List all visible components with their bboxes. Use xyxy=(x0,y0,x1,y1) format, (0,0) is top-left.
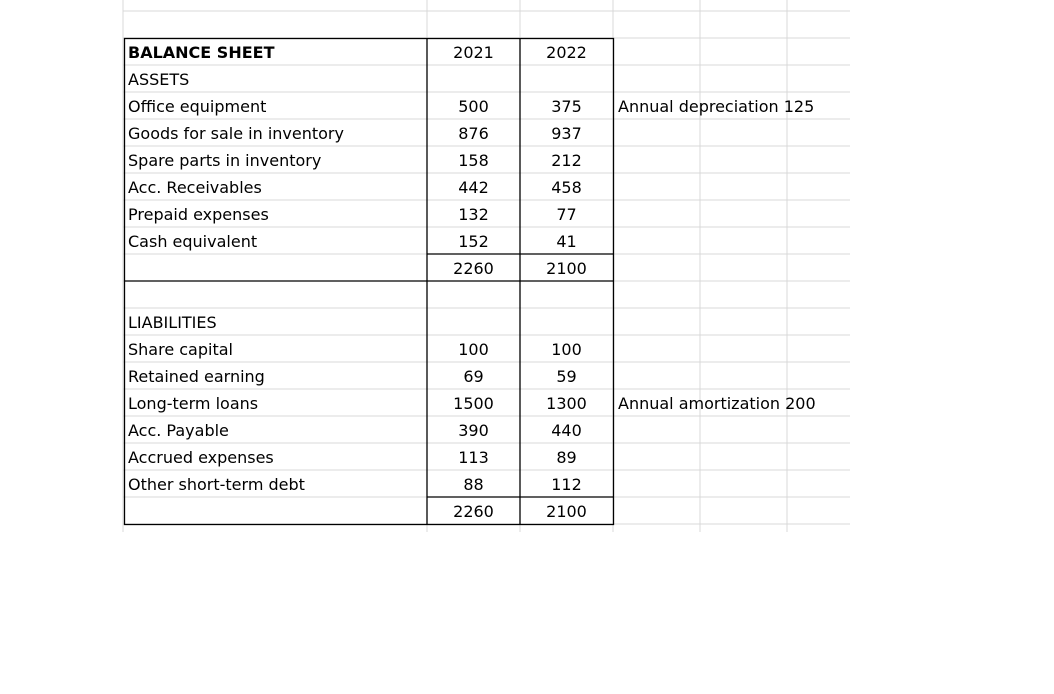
asset-label[interactable]: Cash equivalent xyxy=(128,232,258,251)
liability-value-2022[interactable]: 59 xyxy=(556,367,577,386)
asset-label[interactable]: Goods for sale in inventory xyxy=(128,124,344,143)
liability-label[interactable]: Long-term loans xyxy=(128,394,259,413)
liability-value-2022[interactable]: 1300 xyxy=(546,394,587,413)
asset-value-2021[interactable]: 876 xyxy=(458,124,489,143)
liability-value-2021[interactable]: 390 xyxy=(458,421,489,440)
liability-label[interactable]: Accrued expenses xyxy=(128,448,274,467)
liability-value-2022[interactable]: 100 xyxy=(551,340,582,359)
liability-label[interactable]: Acc. Payable xyxy=(128,421,229,440)
asset-value-2022[interactable]: 77 xyxy=(556,205,577,224)
assets-total-2022[interactable]: 2100 xyxy=(546,259,587,278)
liabilities-total-2021[interactable]: 2260 xyxy=(453,502,494,521)
liability-label[interactable]: Other short-term debt xyxy=(128,475,305,494)
liabilities-total-2022[interactable]: 2100 xyxy=(546,502,587,521)
liability-value-2022[interactable]: 440 xyxy=(551,421,582,440)
asset-label[interactable]: Office equipment xyxy=(128,97,267,116)
liabilities-heading[interactable]: LIABILITIES xyxy=(128,313,217,332)
liability-label[interactable]: Share capital xyxy=(128,340,233,359)
liability-value-2022[interactable]: 89 xyxy=(556,448,577,467)
year-2021-header[interactable]: 2021 xyxy=(453,43,494,62)
amortization-note[interactable]: Annual amortization 200 xyxy=(618,394,816,413)
asset-value-2021[interactable]: 132 xyxy=(458,205,489,224)
asset-value-2022[interactable]: 375 xyxy=(551,97,582,116)
assets-heading[interactable]: ASSETS xyxy=(128,70,190,89)
asset-value-2022[interactable]: 41 xyxy=(556,232,577,251)
asset-value-2022[interactable]: 937 xyxy=(551,124,582,143)
asset-label[interactable]: Prepaid expenses xyxy=(128,205,269,224)
depreciation-note[interactable]: Annual depreciation 125 xyxy=(618,97,815,116)
asset-value-2021[interactable]: 158 xyxy=(458,151,489,170)
asset-value-2022[interactable]: 212 xyxy=(551,151,582,170)
liability-value-2021[interactable]: 69 xyxy=(463,367,484,386)
asset-value-2022[interactable]: 458 xyxy=(551,178,582,197)
liability-value-2021[interactable]: 100 xyxy=(458,340,489,359)
asset-value-2021[interactable]: 152 xyxy=(458,232,489,251)
liability-value-2022[interactable]: 112 xyxy=(551,475,582,494)
year-2022-header[interactable]: 2022 xyxy=(546,43,587,62)
asset-value-2021[interactable]: 500 xyxy=(458,97,489,116)
sheet-title[interactable]: BALANCE SHEET xyxy=(128,43,275,62)
asset-value-2021[interactable]: 442 xyxy=(458,178,489,197)
liability-value-2021[interactable]: 1500 xyxy=(453,394,494,413)
liability-label[interactable]: Retained earning xyxy=(128,367,265,386)
asset-label[interactable]: Acc. Receivables xyxy=(128,178,262,197)
liability-value-2021[interactable]: 88 xyxy=(463,475,484,494)
asset-label[interactable]: Spare parts in inventory xyxy=(128,151,322,170)
assets-total-2021[interactable]: 2260 xyxy=(453,259,494,278)
liability-value-2021[interactable]: 113 xyxy=(458,448,489,467)
